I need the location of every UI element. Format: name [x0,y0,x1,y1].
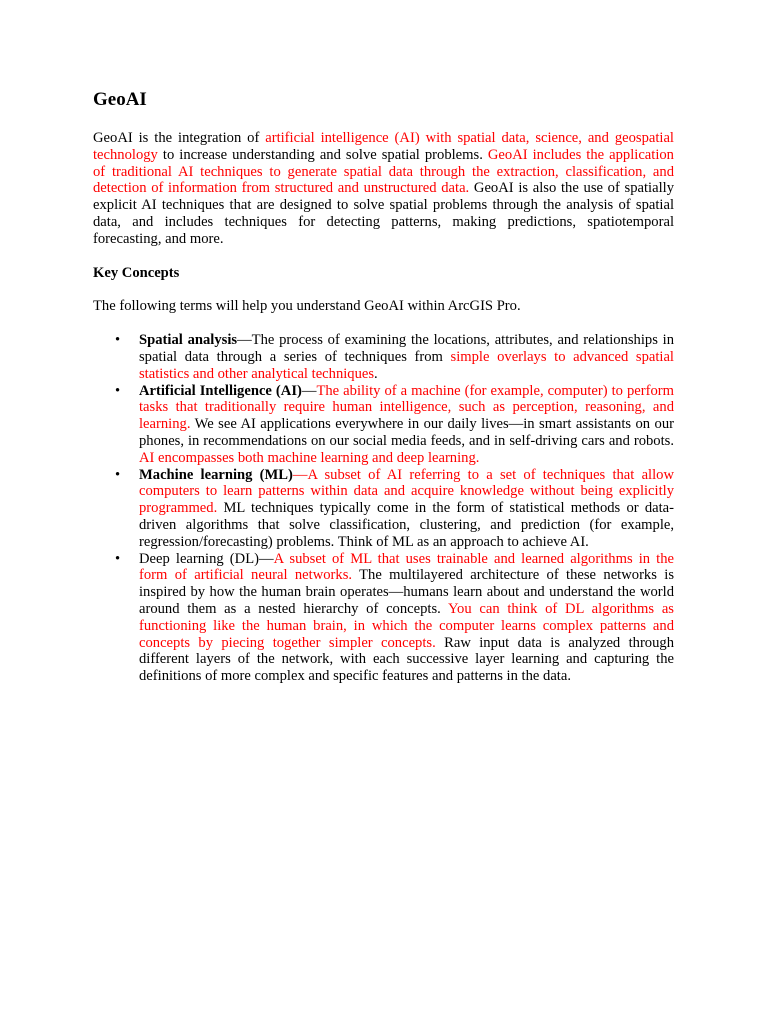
concept-term: Deep learning (DL)— [139,550,274,567]
concept-dash: — [292,466,308,483]
concept-highlight: simple overlays to advanced spatial statistics and other analytical techniques [139,348,674,382]
bullet-icon: • [115,466,121,483]
concept-text: . [374,365,378,382]
concept-text: Raw input data is analyzed through different layers of the network, with each successive layer learning and capturing the definitions of more complex and specific features and patterns in the data. [139,634,674,685]
key-concepts-intro: The following terms will help you understand GeoAI within ArcGIS Pro. [93,298,521,315]
concept-text: The multilayered architecture of these networks is inspired by how the human brain operates—humans learn about and understand the world around them as a nested hierarchy of concepts. [139,567,675,617]
concept-term: Machine learning (ML) [139,466,293,483]
list-item [93,551,674,685]
intro-paragraph [93,130,674,248]
concepts-list [93,332,674,685]
concept-dash: — [301,382,317,399]
concept-text: ML techniques typically come in the form of statistical methods or data-driven algorithms that solve classification, clustering, and prediction (for example, regression/forecasting) problems. Think of ML as an approach to achieve AI. [139,500,674,550]
concept-highlight: A subset of AI referring to a set of techniques that allow computers to learn patterns within data and acquire knowledge without being explicitly programmed. [139,466,674,517]
concept-text: We see AI applications everywhere in our daily lives—in smart assistants on our phones, in recommendations on our social media feeds, and in self-driving cars and robots. [139,416,674,449]
concept-text: —The process of examining the locations, attributes, and relationships in spatial data through a series of techniques from [139,332,674,365]
concept-term: Spatial analysis [139,332,238,349]
bullet-icon: • [115,332,121,349]
intro-highlight-2: GeoAI includes the application of traditional AI techniques to generate spatial data through the extraction, classification, and detection of information from structured and unstructured data. [93,146,674,197]
concept-highlight: A subset of ML that uses trainable and learned algorithms in the form of artificial neural networks. [139,550,674,584]
list-item [93,467,674,551]
key-concepts-heading: Key Concepts [93,264,180,281]
list-item [93,383,674,467]
intro-text-1: GeoAI is the integration of [93,130,266,146]
intro-highlight-1: artificial intelligence (AI) with spatial data, science, and geospatial technology [93,130,674,163]
concept-highlight: The ability of a machine (for example, computer) to perform tasks that traditionally require human intelligence, such as perception, reasoning, and learning. [139,382,674,433]
concept-term: Artificial Intelligence (AI) [139,382,302,399]
list-item [93,332,674,382]
concept-highlight: You can think of DL algorithms as functioning like the human brain, in which the computer learns complex patterns and concepts by piecing together simpler concepts. [139,600,674,651]
bullet-icon: • [115,382,121,399]
bullet-icon: • [115,550,121,567]
page-title: GeoAI [93,89,147,110]
intro-text-3: GeoAI is also the use of spatially explicit AI techniques that are designed to solve spatial problems through the analysis of spatial data, and includes techniques for detecting patterns, making predictions, spatiotemporal forecasting, and more. [93,180,674,247]
concept-highlight: AI encompasses both machine learning and deep learning. [139,449,480,466]
intro-text-2: to increase understanding and solve spatial problems. [157,146,488,163]
document-page [93,88,674,685]
